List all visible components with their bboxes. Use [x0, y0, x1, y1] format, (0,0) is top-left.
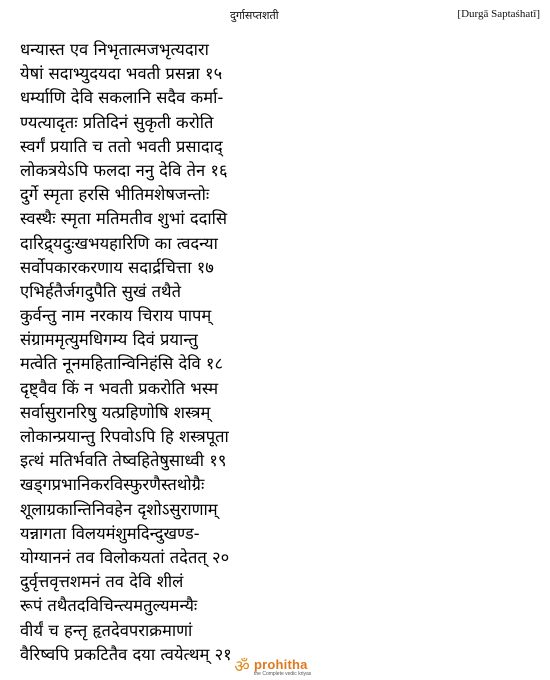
verse-line: इत्थं मतिर्भवति तेष्वहितेषुसाध्वी १९ [20, 451, 227, 471]
verse-line: ण्यत्यादृतः प्रतिदिनं सुकृती करोति [20, 112, 214, 132]
verse-line: वीर्यं च हन्तृ हृतदेवपराक्रमाणां [20, 620, 193, 640]
verse-line: शूलाग्रकान्तिनिवहेन दृशोऽसुराणाम् [20, 499, 218, 519]
verse-line: सर्वासुरानरिषु यत्प्रहिणोषि शस्त्रम् [20, 402, 211, 422]
om-icon: ॐ [234, 656, 250, 677]
verse-line: दृष्ट्वैव किं न भवती प्रकरोति भस्म [20, 378, 219, 398]
verse-line: कुर्वन्तु नाम नरकाय चिराय पापम् [20, 306, 212, 326]
logo-tagline: the Complete vedic kriyas [254, 670, 312, 677]
verse-line: स्वर्गं प्रयाति च ततो भवती प्रसादाद् [20, 136, 223, 156]
page-header-title: दुर्गासप्तशती [230, 9, 279, 22]
verse-line: खड्गप्रभानिकरविस्फुरणैस्तथोग्रैः [20, 475, 205, 495]
verse-line: दारिद्र्यदुःखभयहारिणि का त्वदन्या [20, 233, 218, 253]
verse-list [20, 38, 540, 667]
verse-line: लोकान्प्रयान्तु रिपवोऽपि हि शस्त्रपूता [20, 427, 229, 446]
page-header-transliteration: [Durgā Saptaśhatī] [457, 8, 540, 20]
verse-line: यन्नागता विलयमंशुमदिन्दुखण्ड- [20, 523, 200, 543]
verse-line: सर्वोपकारकरणाय सदार्द्रचित्ता १७ [20, 257, 214, 277]
verse-line: योग्याननं तव विलोकयतां तदेतत् २० [20, 547, 230, 567]
verse-line: वैरिष्वपि प्रकटितैव दया त्वयेत्थम् २१ [20, 644, 232, 664]
verse-line: रूपं तथैतदविचिन्त्यमतुल्यमन्यैः [20, 596, 198, 616]
verse-line: लोकत्रयेऽपि फलदा ननु देवि तेन १६ [20, 160, 228, 180]
verse-line: येषां सदाभ्युदयदा भवती प्रसन्ना १५ [20, 64, 223, 84]
verse-line: धन्यास्त एव निभृतात्मजभृत्यदारा [20, 40, 209, 59]
verse-line: दुर्वृत्तवृत्तशमनं तव देवि शीलं [20, 572, 184, 592]
verse-line: संग्राममृत्युमधिगम्य दिवं प्रयान्तु [20, 330, 198, 350]
logo-text [254, 658, 311, 677]
verse-line: स्वस्थैः स्मृता मतिमतीव शुभां ददासि [20, 209, 228, 229]
footer-logo [232, 657, 311, 677]
verse-line: मत्वेति नूनमहितान्विनिहंसि देवि १८ [20, 354, 224, 374]
verse-line: एभिर्हतैर्जगदुपैति सुखं तथैते [20, 281, 182, 301]
verse-line: धर्म्याणि देवि सकलानि सदैव कर्मा- [20, 88, 224, 108]
verse-line: दुर्गे स्मृता हरसि भीतिमशेषजन्तोः [20, 185, 210, 205]
logo-name: prohitha [254, 656, 308, 672]
